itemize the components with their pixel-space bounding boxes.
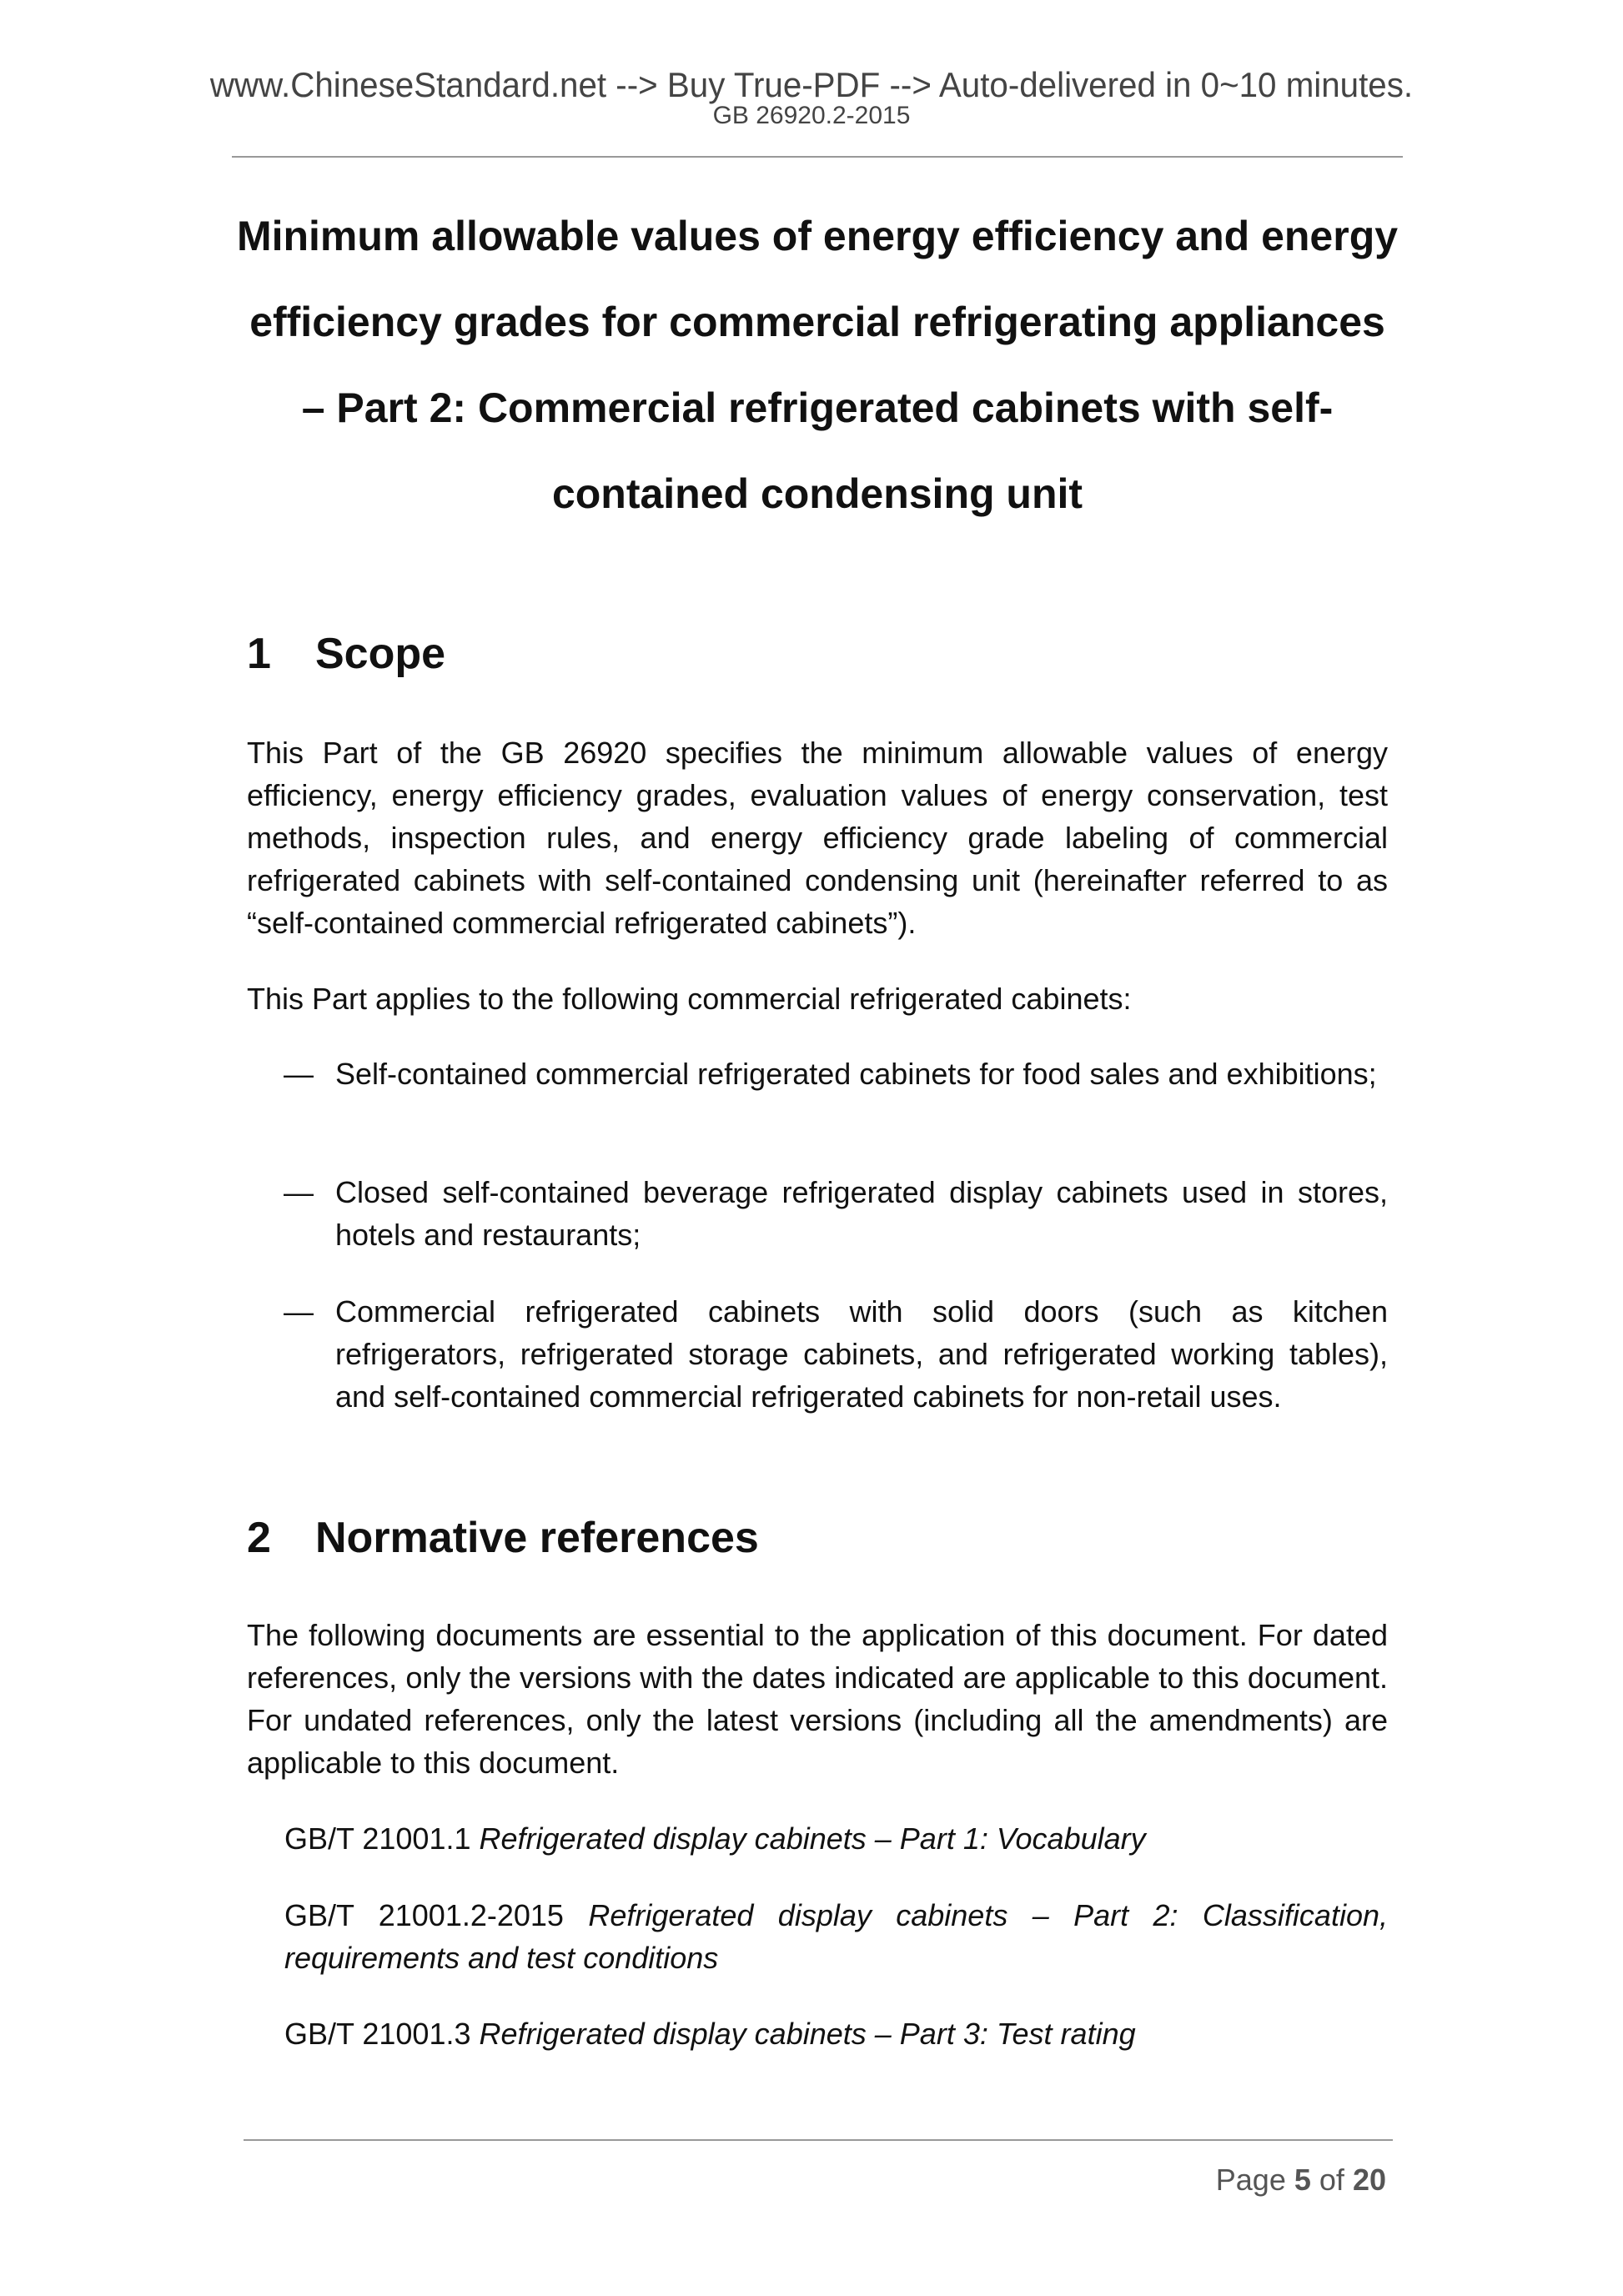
scope-paragraph: This Part of the GB 26920 specifies the minimum allowable values of energy efficiency, energy efficiency grades, evaluation values of energy conservation, test methods, inspection rules, and energy efficiency grade labeling of commercial refrigerated cabinets with self-contained condensing unit (hereinafter referred to as “self-contained commercial refrigerated cabinets”). — [247, 736, 1388, 940]
reference-title: Refrigerated display cabinets – Part 2: Classification, requirements and test conditions — [284, 1898, 1388, 1975]
list-item-text: Closed self-contained beverage refrigerated display cabinets used in stores, hotels and restaurants; — [335, 1175, 1388, 1252]
reference-title: Refrigerated display cabinets – Part 1: Vocabulary — [479, 1821, 1146, 1856]
list-item — [284, 1171, 1388, 1256]
page-number — [1084, 2162, 1386, 2198]
section-1-heading — [247, 629, 445, 679]
footer-divider — [244, 2139, 1393, 2141]
reference-item — [284, 2012, 1388, 2055]
reference-code: GB/T 21001.2-2015 — [284, 1898, 564, 1932]
list-item — [284, 1290, 1388, 1418]
list-item-text: Self-contained commercial refrigerated cabinets for food sales and exhibitions; — [335, 1057, 1377, 1091]
document-title: Minimum allowable values of energy efficiency and energy efficiency grades for commercial refrigerating appliances – Part 2: Commercial refrigerated cabinets with self-contained condensing unit — [236, 213, 1399, 517]
reference-title: Refrigerated display cabinets – Part 3: Test rating — [479, 2017, 1136, 2051]
section-2-heading — [247, 1513, 759, 1563]
header-banner: www.ChineseStandard.net --> Buy True-PDF --> Auto-delivered in 0~10 minutes. — [209, 65, 1414, 104]
scope-applies-paragraph: This Part applies to the following commercial refrigerated cabinets: — [247, 982, 1132, 1016]
list-item — [284, 1053, 1388, 1095]
dash-bullet: — — [284, 1057, 314, 1091]
normative-paragraph: The following documents are essential to the application of this document. For dated references, only the versions with the dates indicated are applicable to this document. For undated references, only the latest versions (including all the amendments) are applicable to this document. — [247, 1618, 1388, 1780]
standard-id: GB 26920.2-2015 — [712, 102, 911, 129]
reference-code: GB/T 21001.1 — [284, 1821, 471, 1856]
header-divider — [232, 156, 1403, 158]
list-item-text: Commercial refrigerated cabinets with solid doors (such as kitchen refrigerators, refrigerated storage cabinets, and refrigerated working tables), and self-contained commercial refrigerated cabinets for non-retail uses. — [335, 1294, 1388, 1414]
of-label: of — [1319, 2163, 1344, 2197]
page-current: 5 — [1294, 2163, 1311, 2197]
section-title: Scope — [315, 630, 446, 678]
page-total: 20 — [1352, 2163, 1386, 2197]
section-title: Normative references — [315, 1514, 759, 1562]
section-number: 2 — [247, 1514, 271, 1562]
dash-bullet: — — [284, 1294, 314, 1329]
section-number: 1 — [247, 630, 271, 678]
reference-item — [284, 1894, 1388, 1979]
reference-code: GB/T 21001.3 — [284, 2017, 471, 2051]
page-label: Page — [1215, 2163, 1286, 2197]
dash-bullet: — — [284, 1175, 314, 1209]
reference-item — [284, 1817, 1388, 1860]
